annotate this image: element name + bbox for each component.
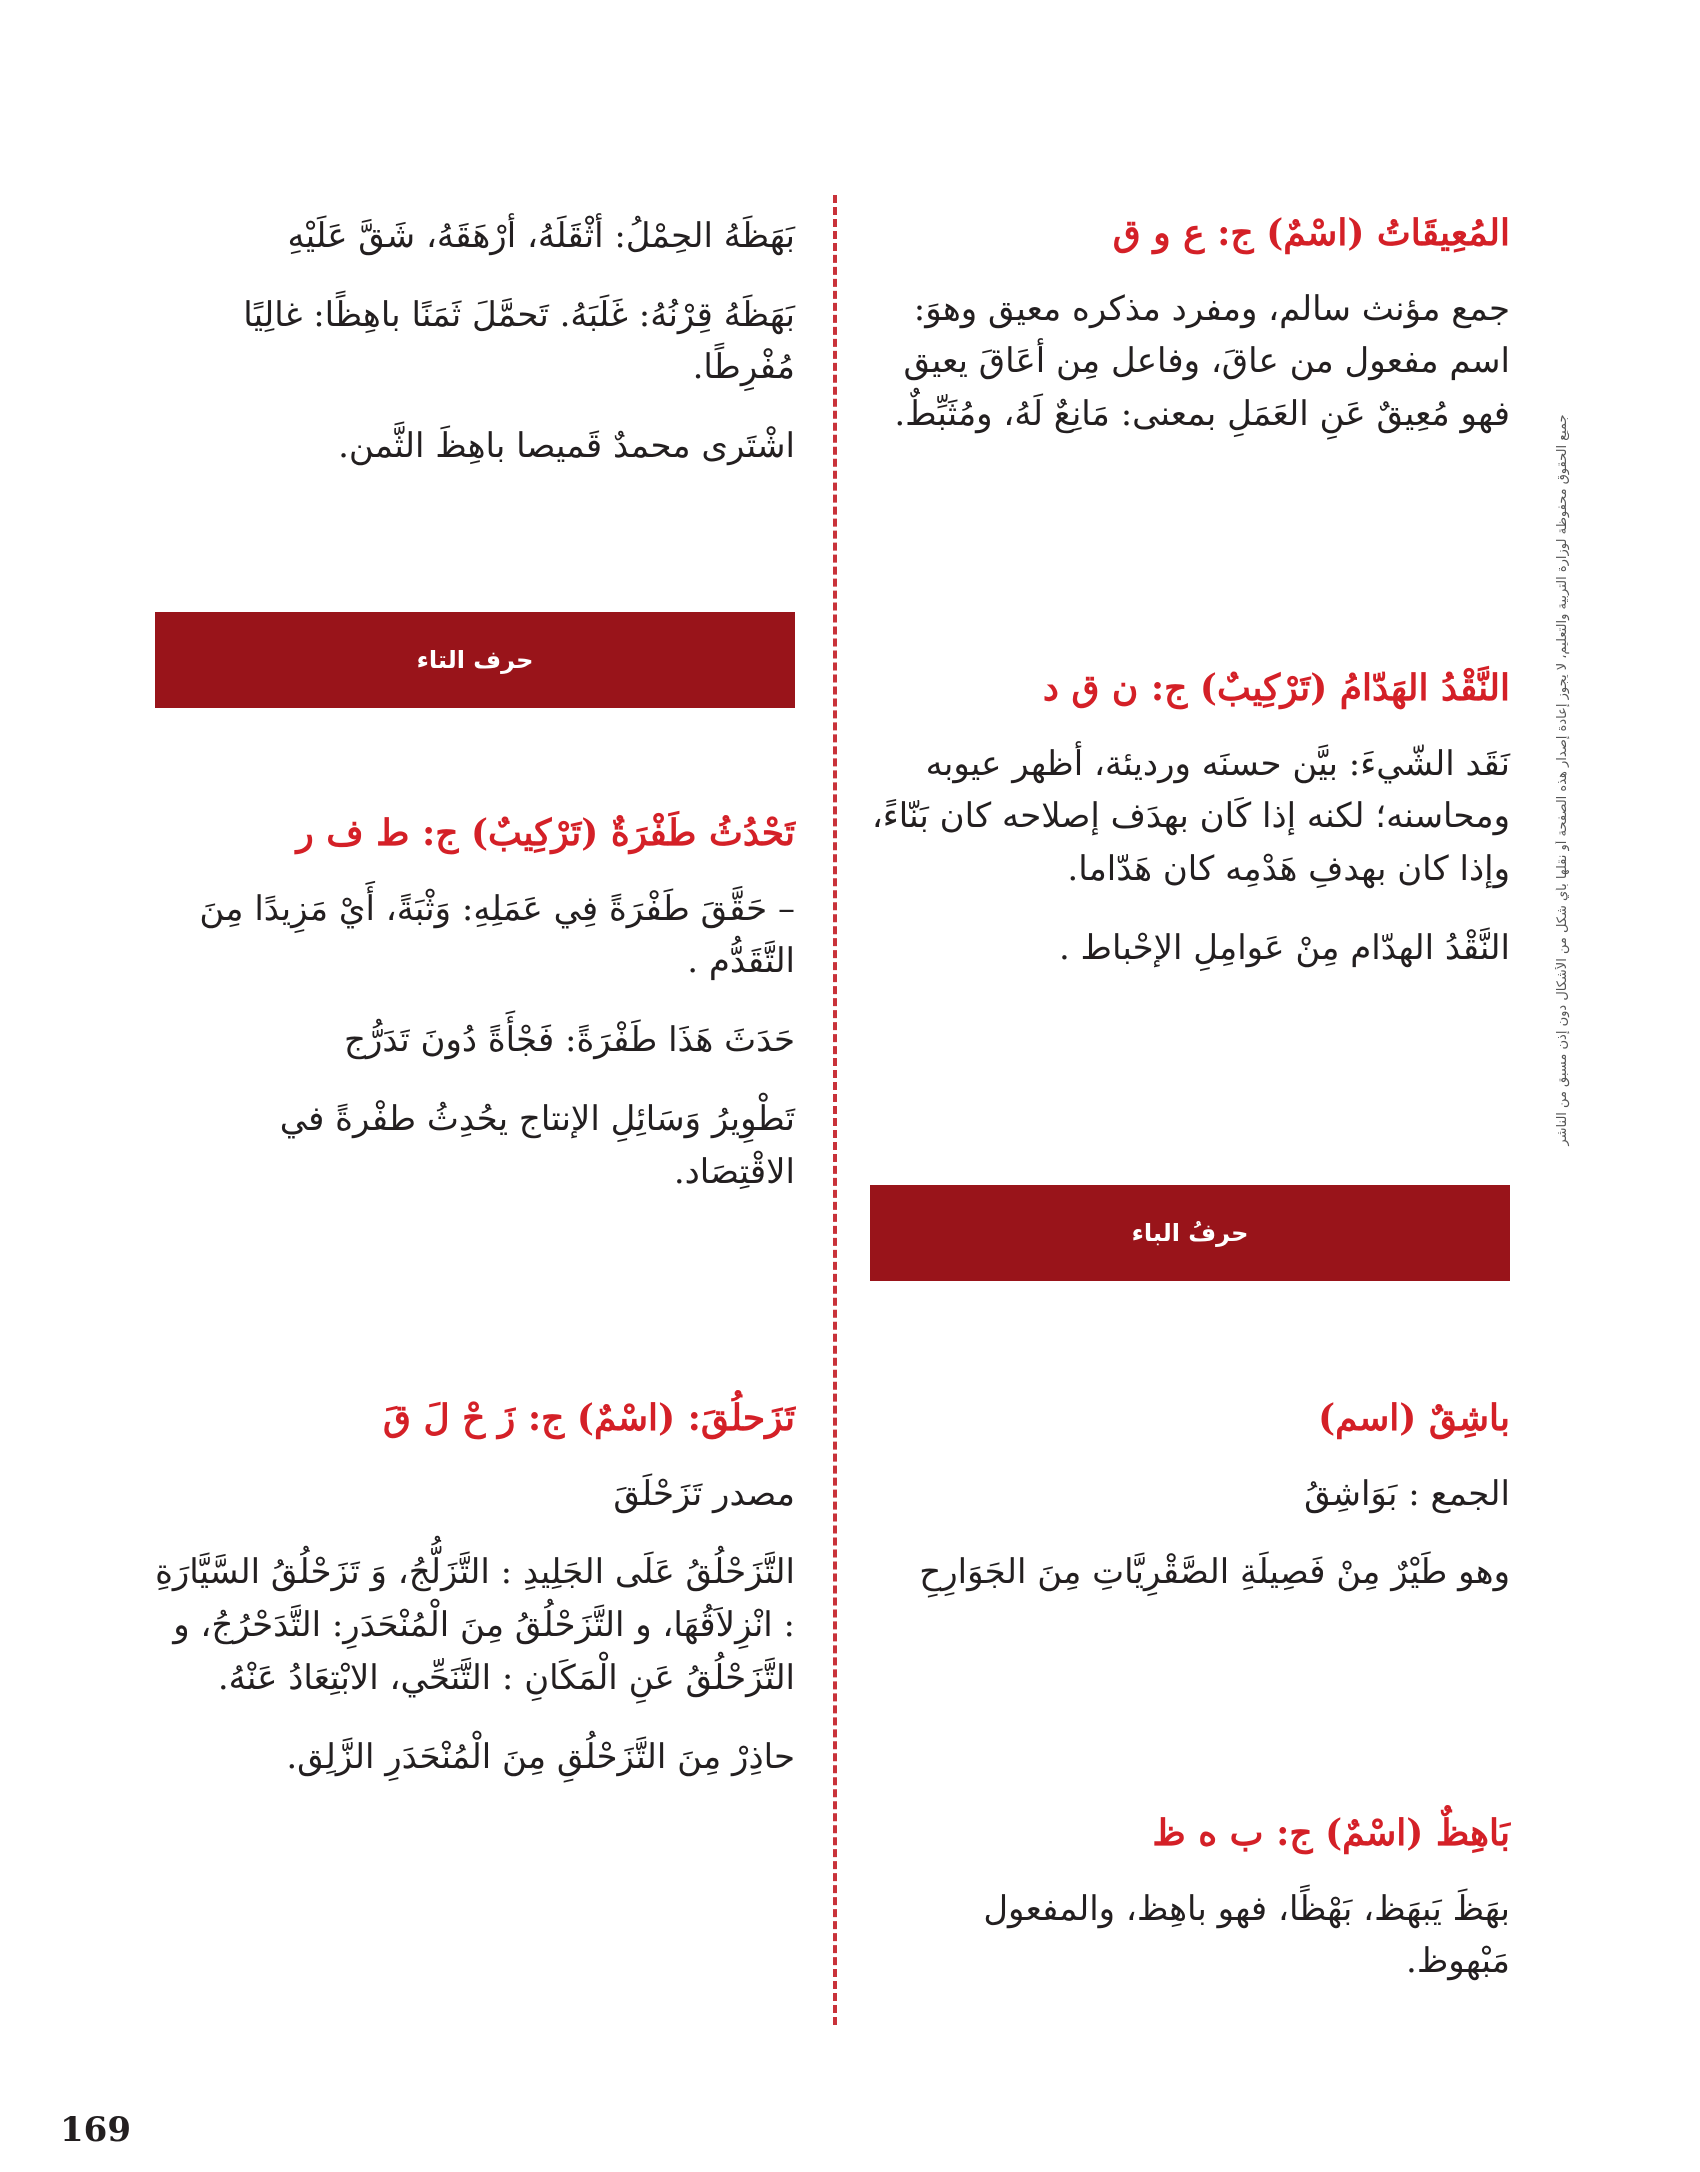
headword: المُعِيقَاتُ (اسْمٌ) ج: ع و ق	[1112, 212, 1510, 254]
section-banner-baa	[870, 1185, 1510, 1281]
headword: النَّقْدُ الهَدّامُ (تَرْكِيبٌ) ج: ن ق د	[1042, 667, 1510, 709]
definition: التَّزَحْلُقُ عَلَى الجَلِيدِ : التَّزَلُّجُ، وَ تَزَحْلُقُ السَّيَّارَةِ : انْزِلاَقُهَا، و التَّزَحْلُقُ مِنَ الْمُنْحَدَرِ: التَّدَحْرُجُ، و التَّزَحْلُقُ عَنِ الْمَكَانِ : التَّنَحِّي، الابْتِعَادُ عَنْهُ.	[155, 1552, 795, 1698]
section-banner-taa	[155, 612, 795, 708]
entry-bahiz-continued	[155, 210, 795, 473]
banner-label: حرفُ الباء	[1131, 1219, 1249, 1247]
headword: تَزَحلُقَ: (اسْمٌ) ج: زَ حْ لَ قَ	[383, 1397, 795, 1439]
plural: الجمع : بَوَاشِقُ	[1304, 1473, 1510, 1514]
definition: – حَقَّقَ طَفْرَةً فِي عَمَلِهِ: وَثْبَةً، أَيْ مَزِيدًا مِنَ التَّقَدُّم .	[199, 888, 795, 982]
definition: بهَظَ يَبهَظ، بَهْظًا، فهو باهِظ، والمفعول مَبْهوظ.	[983, 1888, 1510, 1982]
column-divider	[833, 195, 837, 2025]
entry-bahiz	[870, 1810, 1510, 1988]
entry-naqd	[870, 665, 1510, 975]
entry-tazahluq	[155, 1395, 795, 1783]
entry-tafra	[155, 810, 795, 1198]
headword: تَحْدُثُ طَفْرَةٌ (تَرْكِيبٌ) ج: ط ف ر	[296, 812, 795, 854]
definition: بَهَظَهُ الحِمْلُ: أثْقَلَهُ، أرْهَقَهُ، شَقَّ عَلَيْهِ	[287, 216, 795, 256]
definition: بَهَظَهُ قِرْنُهُ: غَلَبَهُ. تَحمَّلَ ثَمَنًا باهِظًا: غالِيًا مُفْرِطًا.	[243, 294, 795, 388]
definition: جمع مؤنث سالم، ومفرد مذكره معيق وهوَ: اسم مفعول من عاقَ، وفاعل مِن أعَاقَ يعيق فهو مُعِيقٌ عَنِ العَمَلِ بمعنى: مَانِعٌ لَهُ، ومُثَبِّطٌ.	[894, 288, 1510, 435]
entry-bashiq	[870, 1395, 1510, 1599]
definition: مصدر تَزَحْلَقَ	[613, 1473, 795, 1514]
example: النَّقْدُ الهدّام مِنْ عَوامِلِ الإحْباط .	[1058, 927, 1510, 968]
example: اشْتَرى محمدٌ قَميصا باهِظَ الثَّمن.	[338, 426, 795, 467]
banner-label: حرف التاء	[416, 646, 534, 674]
copyright-side-note: جميع الحقوق محفوظة لوزارة التربية والتعليم، لا يجوز إعادة إصدار هذه الصفحة أو نقلها بأي شكل من الأشكال دون إذن مسبق من الناشر	[1555, 414, 1570, 1146]
definition: نَقَد الشّيءَ: بيَّن حسنَه ورديئة، أظهر عيوبه ومحاسنه؛ لكنه إذا كَان بهدَف إصلاحه كان بَنّاءً، وإذا كان بهدفِ هَدْمِه كان هَدّاما.	[871, 743, 1510, 890]
definition: حَدَثَ هَذَا طَفْرَةً: فَجْأَةً دُونَ تَدَرُّج	[344, 1020, 795, 1061]
example: حاذِرْ مِنَ التَّزَحْلُقِ مِنَ الْمُنْحَدَرِ الزَّلِق.	[286, 1736, 795, 1777]
page-number: 169	[60, 2110, 131, 2150]
headword: باشِقٌ (اسم)	[1318, 1397, 1510, 1439]
definition: وهو طَيْرٌ مِنْ فَصِيلَةِ الصَّقْرِيَّاتِ مِنَ الجَوَارِحِ	[919, 1552, 1510, 1593]
example: تَطْوِيرُ وَسَائِلِ الإنتاج يحُدِثُ طفْرةً في الاقْتِصَاد.	[279, 1098, 795, 1192]
entry-mueeqat	[870, 210, 1510, 441]
headword: بَاهِظٌ (اسْمٌ) ج: ب ه ظ	[1152, 1812, 1510, 1854]
